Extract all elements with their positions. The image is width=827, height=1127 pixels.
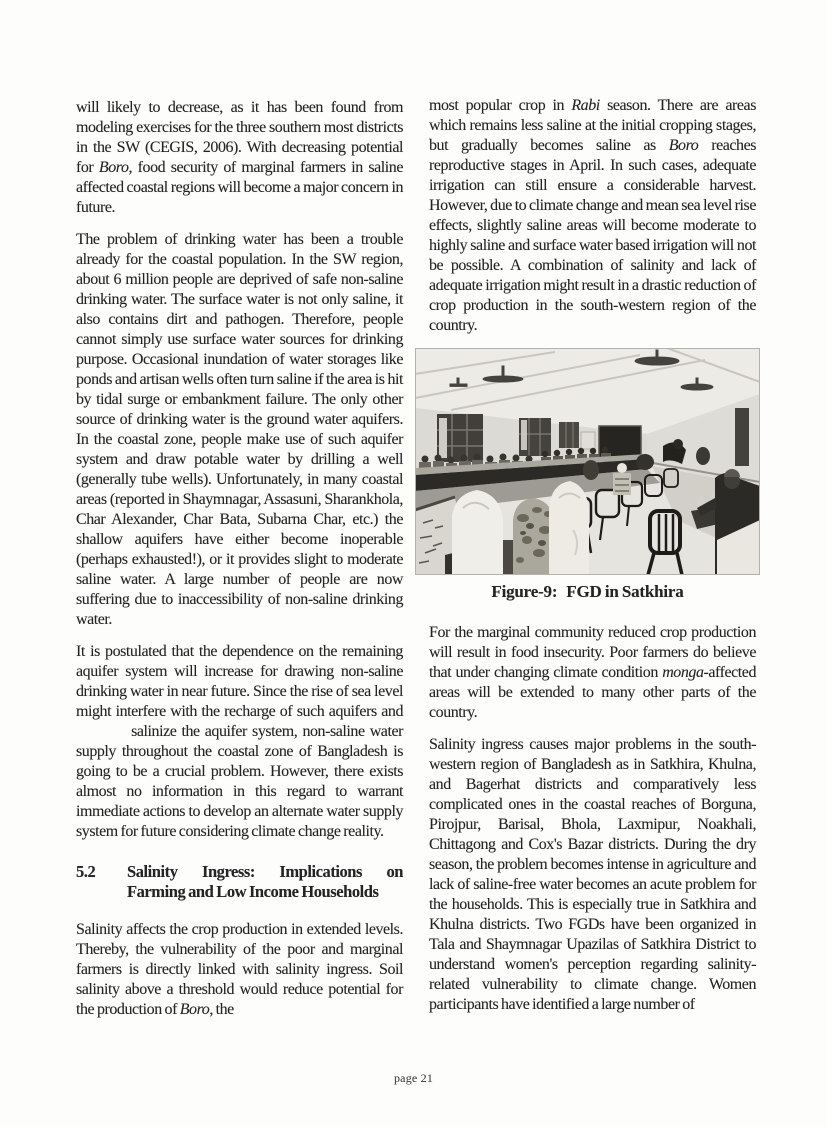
section-number: 5.2 bbox=[76, 862, 96, 881]
figure-9 bbox=[415, 348, 760, 602]
paragraph-salinity-crop: Salinity affects the crop production in extended levels. Thereby, the vulnerability of the poor and marginal farmers is directly linked with salinity ingress. Soil salinity above a threshold would reduce potential for the production of Boro, the bbox=[76, 921, 403, 1018]
section-title-line2: Farming and Low Income Households bbox=[127, 882, 379, 901]
section-heading-5-2 bbox=[76, 862, 403, 902]
figure-caption bbox=[415, 582, 760, 602]
left-column bbox=[76, 98, 403, 1020]
paragraph-drinking-water: The problem of drinking water has been a trouble already for the coastal population. In the SW region, about 6 million people are deprived of safe non-saline drinking water. The surface water is not only saline, it also contains dirt and pathogen. Therefore, people cannot simply use surface water sources for drinking purpose. Occasional inundation of water storages like ponds and artisan wells often turn saline if the area is hit by tidal surge or embankment failure. The only other source of drinking water is the ground water aquifers. In the coastal zone, people make use of such aquifer system and draw potable water by drilling a well (generally tube wells). Unfortunately, in many coastal areas (reported in Shaymnagar, Assasuni, Sharankhola, Char Alexander, Char Bata, Subarna Char, etc.) the shallow aquifers have either become inoperable (perhaps exhausted!), or it provides slight to moderate saline water. A large number of people are now suffering due to inaccessibility of non-saline drinking water. bbox=[76, 231, 403, 628]
right-column bbox=[429, 96, 756, 1015]
paragraph-salinity-ingress-districts: Salinity ingress causes major problems in the south-western region of Bangladesh as in Satkhira, Khulna, and Bagerhat districts and comparatively less complicated ones in the coastal reaches of Borguna, Pirojpur, Barisal, Bhola, Laxmipur, Noakhali, Chittagong and Cox's Bazar districts. During the dry season, the problem becomes intense in agriculture and lack of saline-free water becomes an acute problem for the households. This is especially true in Satkhira and Khulna districts. Two FGDs have been organized in Tala and Shaymnagar Upazilas of Satkhira District to understand women's perception regarding salinity-related vulnerability to climate change. Women participants have identified a large number of bbox=[429, 736, 756, 1013]
paragraph-aquifer-dependence: It is postulated that the dependence on the remaining aquifer system will increase for drawing non-saline drinking water in near future. Since the rise of sea level might interfere with the recharge of such aquifers and salinize the aquifer system, non-saline water supply throughout the coastal zone of Bangladesh is going to be a crucial problem. However, there exists almost no information in this regard to warrant immediate actions to develop an alternate water supply system for future considering climate change reality. bbox=[76, 643, 403, 840]
paragraph-rabi-season: most popular crop in Rabi season. There are areas which remains less saline at the initial cropping stages, but gradually becomes saline as Boro reaches reproductive stages in April. In such cases, adequate irrigation can still ensure a considerable harvest. However, due to climate change and mean sea level rise effects, slightly saline areas will become moderate to highly saline and surface water based irrigation will not be possible. A combination of salinity and lack of adequate irrigation might result in a drastic reduction of crop production in the south-western region of the country. bbox=[429, 97, 757, 334]
figure-caption-label: Figure-9: bbox=[491, 582, 558, 601]
figure-caption-title: FGD in Satkhira bbox=[566, 582, 684, 601]
fgd-photograph bbox=[415, 348, 760, 575]
section-title-line1: Salinity Ingress: Implications on bbox=[127, 862, 403, 881]
paragraph-food-insecurity: For the marginal community reduced crop production will result in food insecurity. Poor farmers do believe that under changing climate condition monga-affected areas will be extended to many other parts of the country. bbox=[429, 624, 756, 721]
door bbox=[735, 408, 749, 466]
page-number: page 21 bbox=[393, 1071, 434, 1085]
paragraph-decrease-modeling: will likely to decrease, as it has been found from modeling exercises for the three southern most districts in the SW (CEGIS, 2006). With decreasing potential for Boro, food security of marginal farmers in saline affected coastal regions will become a major concern in future. bbox=[76, 99, 403, 216]
